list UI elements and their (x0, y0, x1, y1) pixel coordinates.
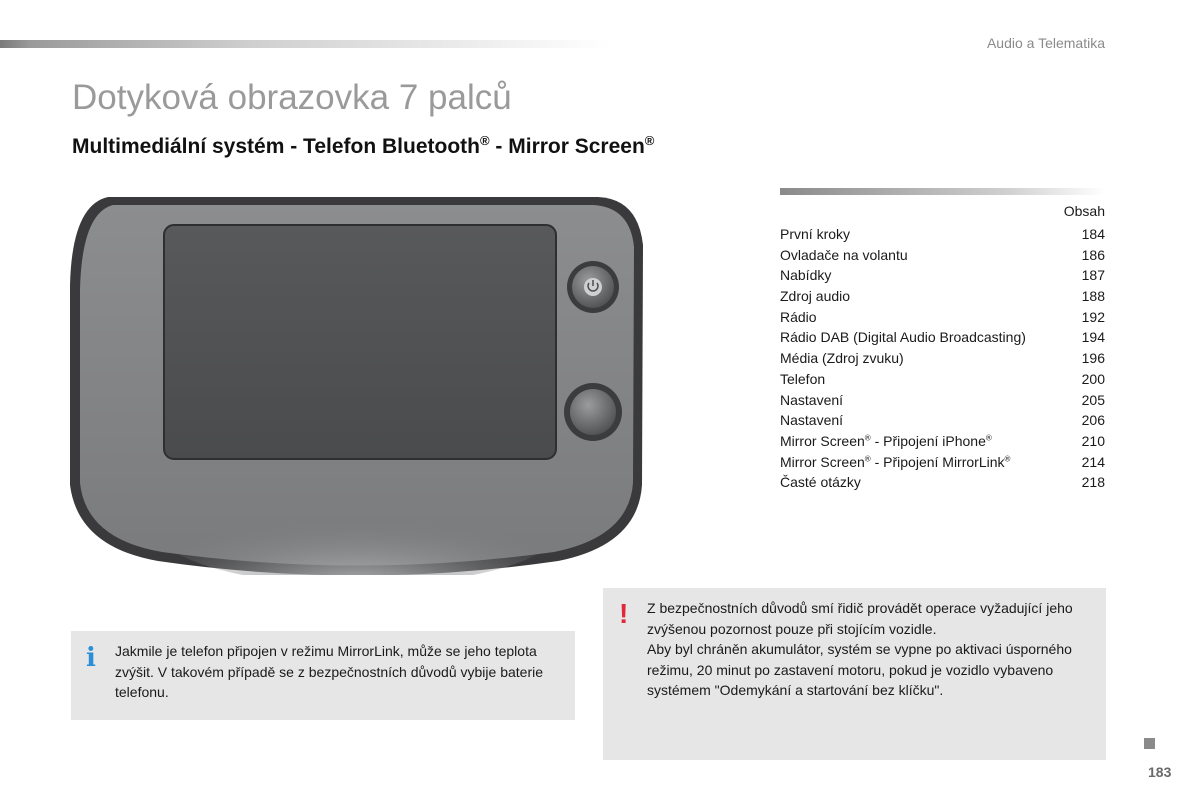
toc-item-label: Ovladače na volantu (780, 246, 908, 263)
registered-mark: ® (985, 433, 992, 443)
power-knob (567, 261, 619, 313)
toc-item-page: 218 (1081, 474, 1105, 491)
header-gradient-bar (0, 40, 610, 48)
subtitle-part-1: Multimediální systém - Telefon Bluetooth (72, 135, 480, 158)
toc-item-page: 210 (1081, 432, 1105, 449)
device-screen (164, 225, 556, 459)
registered-mark: ® (644, 133, 655, 148)
warning-paragraph: Aby byl chráněn akumulátor, systém se vypne po aktivaci úsporného režimu, 20 minut po zastavení motoru, pokud je vozidlo vybaveno systémem "Odemykání a startování bez klíčku". (647, 641, 1072, 698)
toc-label-part: Mirror Screen (780, 453, 865, 470)
registered-mark: ® (864, 453, 871, 463)
toc-label-part: - Připojení iPhone (870, 432, 986, 449)
toc-item-label: Média (Zdroj zvuku) (780, 350, 904, 367)
registered-mark: ® (1004, 453, 1011, 463)
toc-item-page: 187 (1081, 267, 1105, 284)
toc-item[interactable] (780, 472, 1105, 493)
volume-knob (564, 383, 622, 441)
toc-item[interactable] (780, 390, 1105, 411)
toc-item[interactable] (780, 307, 1105, 328)
toc-item[interactable] (780, 410, 1105, 431)
page-title: Dotyková obrazovka 7 palců (72, 78, 512, 117)
subtitle-part-2: - Mirror Screen (489, 135, 645, 158)
registered-mark: ® (479, 133, 490, 148)
toc-item[interactable] (780, 369, 1105, 390)
toc-header: Obsah (1063, 203, 1105, 219)
touchscreen-illustration (58, 185, 658, 575)
toc-item-label: Telefon (780, 370, 826, 387)
toc-item[interactable] (780, 452, 1105, 473)
warning-icon: ! (619, 598, 629, 629)
toc-item[interactable] (780, 224, 1105, 245)
toc-item-page: 206 (1081, 412, 1105, 429)
toc-item[interactable] (780, 286, 1105, 307)
toc-item-label (780, 452, 1010, 473)
toc-item-label: Časté otázky (780, 474, 861, 491)
info-note (71, 631, 575, 720)
toc-label-part: - Připojení MirrorLink (870, 453, 1005, 470)
toc-item[interactable] (780, 265, 1105, 286)
toc-item-page: 188 (1081, 288, 1105, 305)
toc-item-page: 214 (1081, 453, 1105, 470)
toc-item-page: 186 (1081, 246, 1105, 263)
toc-item[interactable] (780, 348, 1105, 369)
toc-item-page: 200 (1081, 370, 1105, 387)
table-of-contents (780, 188, 1105, 493)
toc-item-label: Zdroj audio (780, 288, 851, 305)
toc-item-page: 184 (1081, 226, 1105, 242)
toc-item-label: Nastavení (780, 412, 844, 429)
toc-label-part: Mirror Screen (780, 432, 865, 449)
toc-item-label: Nabídky (780, 267, 832, 284)
toc-item[interactable] (780, 431, 1105, 452)
toc-item-page: 194 (1081, 329, 1105, 346)
warning-note (603, 588, 1106, 760)
info-note-text: Jakmile je telefon připojen v režimu MirrorLink, může se jeho teplota zvýšit. V takovém případě se z bezpečnostních důvodů vybije baterie telefonu. (115, 643, 544, 700)
touchscreen-device-drawing (58, 185, 658, 575)
toc-item-label: První kroky (780, 226, 851, 242)
page-corner-marker (1144, 738, 1155, 749)
toc-item-page: 192 (1081, 308, 1105, 325)
page-subtitle (72, 133, 654, 159)
toc-item-label (780, 431, 992, 452)
registered-mark: ® (864, 433, 871, 443)
toc-item-label: Rádio (780, 308, 817, 325)
toc-item-label: Nastavení (780, 391, 844, 408)
toc-item-page: 205 (1081, 391, 1105, 408)
info-icon: i (86, 643, 96, 673)
toc-item[interactable] (780, 327, 1105, 348)
toc-item-label: Rádio DAB (Digital Audio Broadcasting) (780, 329, 1026, 346)
warning-paragraph: Z bezpečnostních důvodů smí řidič provádět operace vyžadující jeho zvýšenou pozornost pouze při stojícím vozidle. (647, 600, 1073, 637)
toc-gradient-bar (780, 188, 1105, 195)
page-number: 183 (1148, 764, 1172, 780)
warning-note-text (647, 598, 1092, 701)
toc-item[interactable] (780, 245, 1105, 266)
toc-item-page: 196 (1081, 350, 1105, 367)
section-label: Audio a Telematika (986, 35, 1105, 51)
